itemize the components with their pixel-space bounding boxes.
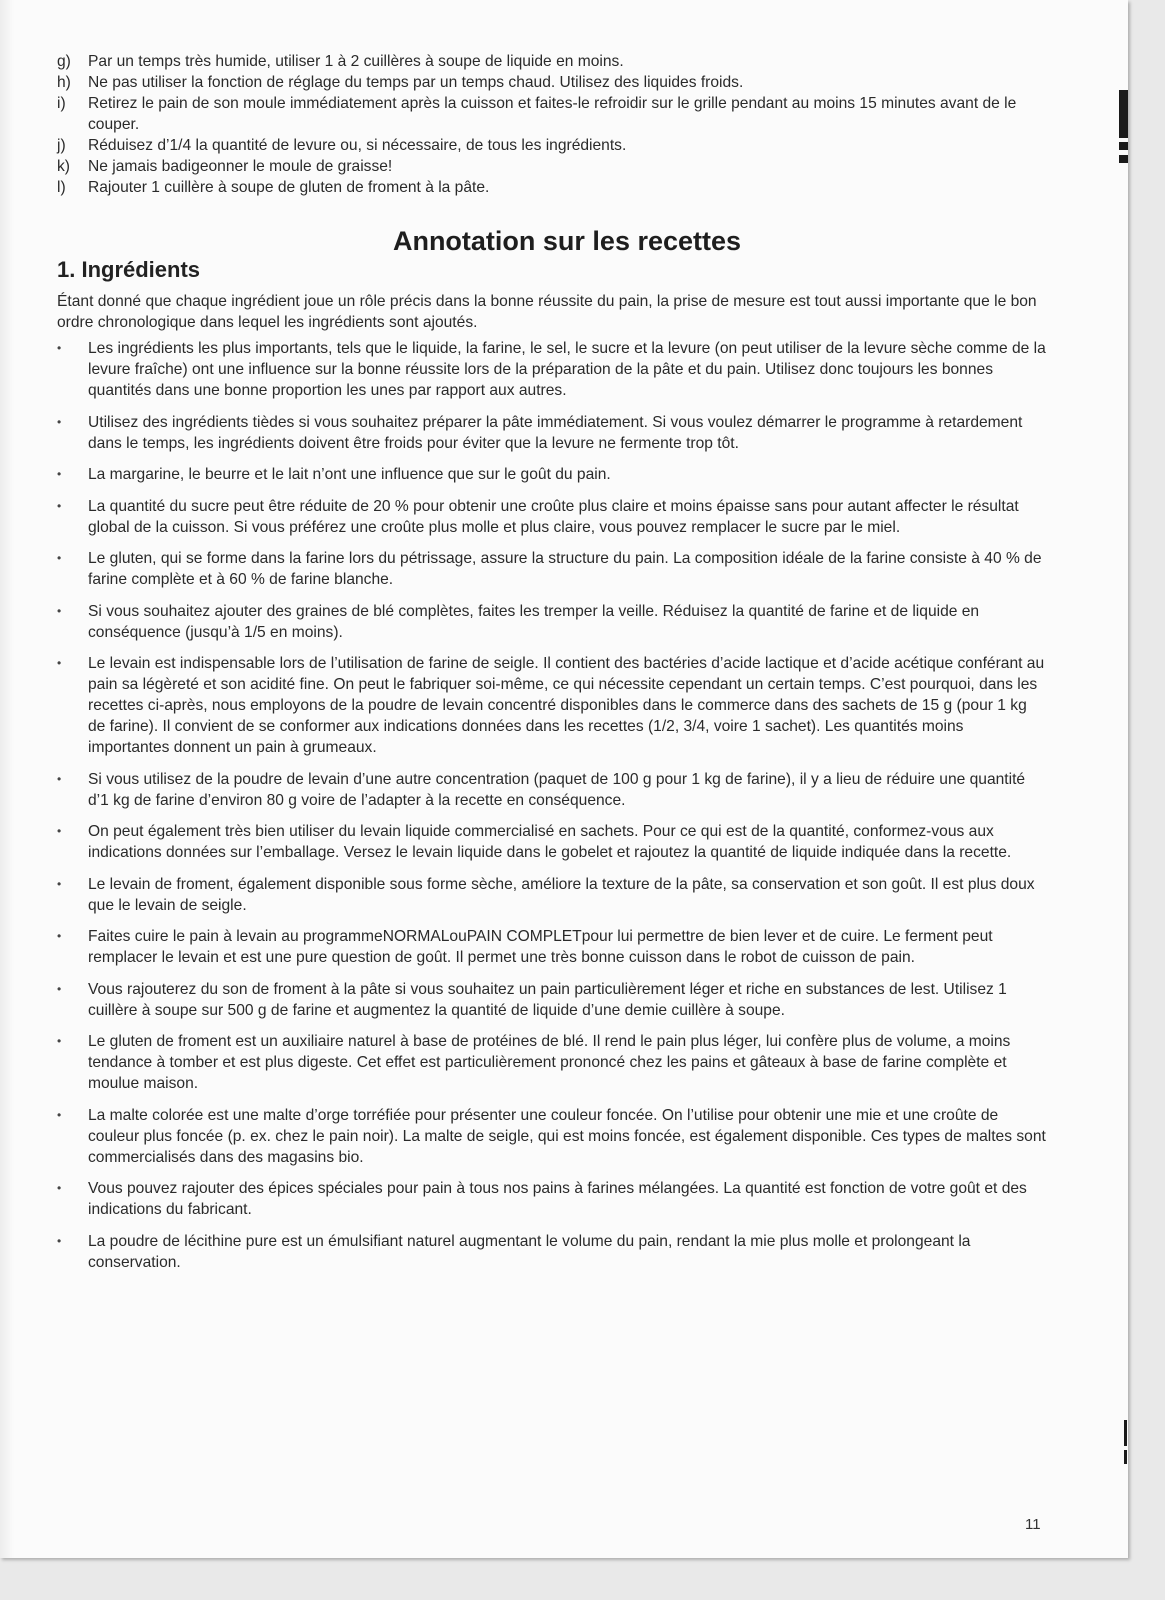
list-item: [57, 135, 1047, 156]
page-content: [57, 51, 1047, 1283]
list-item-text: Ne pas utiliser la fonction de réglage du temps par un temps chaud. Utilisez des liquides froids.: [88, 74, 744, 91]
list-letter: j): [57, 137, 66, 154]
list-item: [57, 51, 1047, 72]
note-text: La margarine, le beurre et le lait n’ont une influence que sur le goût du pain.: [88, 466, 611, 483]
note-item: [57, 412, 1047, 454]
note-item: [57, 496, 1047, 538]
note-item: [57, 464, 1047, 485]
list-item: [57, 93, 1047, 135]
note-text: Vous pouvez rajouter des épices spéciales pour pain à tous nos pains à farines mélangées. La quantité est fonction de votre goût et des indications du fabricant.: [88, 1180, 1027, 1218]
note-item: [57, 1105, 1047, 1168]
section-title: Annotation sur les recettes: [392, 226, 742, 256]
edge-tab-mark: [1119, 142, 1128, 150]
bullet-icon: •: [57, 824, 62, 838]
note-item: [57, 926, 1047, 968]
edge-tab-mark: [1119, 90, 1128, 138]
bullet-icon: •: [57, 656, 62, 670]
note-text: Vous rajouterez du son de froment à la pâte si vous souhaitez un pain particulièrement léger et riche en substances de lest. Utilisez 1 cuillère à soupe sur 500 g de farine et augmentez la quantité de liquide d’une demie cuillère à soupe.: [88, 980, 1007, 1019]
bullet-icon: •: [57, 1181, 62, 1195]
list-item-text: Réduisez d’1/4 la quantité de levure ou, si nécessaire, de tous les ingrédients.: [88, 137, 627, 154]
intro-paragraph: Étant donné que chaque ingrédient joue un rôle précis dans la bonne réussite du pain, la prise de mesure est tout aussi importante que le bon ordre chronologique dans lequel les ingrédients sont ajoutés.: [57, 293, 1037, 331]
edge-tab-mark: [1119, 155, 1128, 163]
list-item-text: Par un temps très humide, utiliser 1 à 2 cuillères à soupe de liquide en moins.: [88, 53, 624, 70]
list-letter: g): [57, 53, 71, 70]
bullet-icon: •: [57, 467, 62, 481]
note-item: [57, 1178, 1047, 1220]
note-item: [57, 653, 1047, 758]
list-letter: l): [57, 179, 66, 196]
subsection-title: 1. Ingrédients: [57, 257, 201, 282]
note-item: [57, 548, 1047, 590]
bullet-icon: •: [57, 1034, 62, 1048]
note-item: [57, 1031, 1047, 1094]
note-text: Utilisez des ingrédients tièdes si vous souhaitez préparer la pâte immédiatement. Si vous voulez démarrer le programme à retardement dans le temps, les ingrédients doivent être froids pour éviter que la levure ne fermente trop tôt.: [88, 413, 1023, 452]
note-text: Le gluten de froment est un auxiliaire naturel à base de protéines de blé. Il rend le pain plus léger, lui confère plus de volume, a moins tendance à tomber et est plus digeste. Cet effet est particulièrement prononcé chez les pains et gâteaux à base de farine complète et moulue maison.: [88, 1033, 1011, 1092]
note-text: Le gluten, qui se forme dans la farine lors du pétrissage, assure la structure du pain. La composition idéale de la farine consiste à 40 % de farine complète et à 60 % de farine blanche.: [88, 550, 1042, 588]
note-text: On peut également très bien utiliser du levain liquide commercialisé en sachets. Pour ce qui est de la quantité, conformez-vous aux indications données sur l’emballage. Versez le levain liquide dans le gobelet et rajoutez la quantité de liquide indiquée dans la recette.: [88, 823, 1012, 861]
note-text: Si vous utilisez de la poudre de levain d’une autre concentration (paquet de 100 g pour 1 kg de farine), il y a lieu de réduire une quantité d’1 kg de farine d’environ 80 g voire de l’adapter à la recette en conséquence.: [88, 770, 1026, 809]
list-item-text: Ne jamais badigeonner le moule de graisse!: [88, 158, 393, 175]
list-item: [57, 156, 1047, 177]
note-item: [57, 874, 1047, 916]
note-item: [57, 979, 1047, 1021]
list-letter: k): [57, 158, 70, 175]
note-text: La quantité du sucre peut être réduite de 20 % pour obtenir une croûte plus claire et moins épaisse sans pour autant affecter le résultat global de la cuisson. Si vous préférez une croûte plus molle et plus claire, vous pouvez remplacer le sucre par le miel.: [88, 497, 1019, 536]
note-text: Faites cuire le pain à levain au programmeNORMALouPAIN COMPLETpour lui permettre de bien lever et de cuire. Le ferment peut remplacer le levain et est une pure question de goût. Il permet une très bonne cuisson dans le robot de cuisson de pain.: [88, 928, 993, 966]
note-item: [57, 769, 1047, 811]
bullet-icon: •: [57, 981, 62, 996]
bullet-icon: •: [57, 603, 62, 618]
bullet-icon: •: [57, 414, 62, 429]
note-item: [57, 821, 1047, 863]
note-text: Si vous souhaitez ajouter des graines de blé complètes, faites les tremper la veille. Réduisez la quantité de farine et de liquide en conséquence (jusqu’à 1/5 en moins).: [88, 602, 980, 641]
edge-tick-mark: [1124, 1420, 1127, 1446]
bullet-icon: •: [57, 1107, 62, 1122]
list-item: [57, 72, 1047, 93]
note-item: [57, 601, 1047, 643]
list-item-text: Retirez le pain de son moule immédiatement après la cuisson et faites-le refroidir sur le grille pendant au moins 15 minutes avant de le couper.: [88, 95, 1017, 133]
bullet-icon: •: [57, 771, 62, 786]
note-text: La malte colorée est une malte d’orge torréfiée pour présenter une couleur foncée. On l’utilise pour obtenir une mie et une croûte de couleur plus foncée (p. ex. chez le pain noir). La malte de seigle, qui est moins foncée, est également disponible. Ces types de maltes sont commercialisés dans des magasins bio.: [88, 1106, 1046, 1166]
edge-tick-mark: [1124, 1450, 1127, 1464]
ingredient-notes-list: [57, 338, 1047, 1273]
bullet-icon: •: [57, 498, 62, 513]
page-number: 11: [1025, 1516, 1041, 1533]
note-text: Le levain de froment, également disponible sous forme sèche, améliore la texture de la pâte, sa conservation et son goût. Il est plus doux que le levain de seigle.: [88, 875, 1035, 914]
list-item: [57, 177, 1047, 198]
note-text: La poudre de lécithine pure est un émulsifiant naturel augmentant le volume du pain, rendant la mie plus molle et prolongeant la conservation.: [88, 1232, 971, 1271]
bullet-icon: •: [57, 929, 62, 943]
list-letter: i): [57, 95, 66, 112]
bullet-icon: •: [57, 876, 62, 891]
note-text: Les ingrédients les plus importants, tels que le liquide, la farine, le sel, le sucre et la levure (on peut utiliser de la levure sèche comme de la levure fraîche) ont une influence sur la bonne réussite lors de la préparation de la pâte et du pain. Utilisez donc toujours les bonnes quantités dans une bonne proportion les unes par rapport aux autres.: [88, 340, 1046, 399]
bullet-icon: •: [57, 341, 62, 355]
note-item: [57, 1231, 1047, 1273]
note-text: Le levain est indispensable lors de l’utilisation de farine de seigle. Il contient des bactéries d’acide lactique et d’acide acétique conférant au pain sa légèreté et son acidité fine. On peut le fabriquer soi-même, ce qui nécessite cependant un certain temps. C’est pourquoi, dans les recettes ci-après, nous employons de la poudre de levain concentré disponibles dans le commerce dans des sachets de 15 g (pour 1 kg de farine). Il convient de se conformer aux indications données dans les recettes (1/2, 3/4, voire 1 sachet). Les quantités moins importantes donnent un pain à grumeaux.: [88, 655, 1045, 756]
lettered-list: [57, 51, 1047, 198]
bullet-icon: •: [57, 551, 62, 565]
list-letter: h): [57, 74, 71, 91]
bullet-icon: •: [57, 1233, 62, 1248]
list-item-text: Rajouter 1 cuillère à soupe de gluten de froment à la pâte.: [88, 179, 490, 196]
note-item: [57, 338, 1047, 401]
